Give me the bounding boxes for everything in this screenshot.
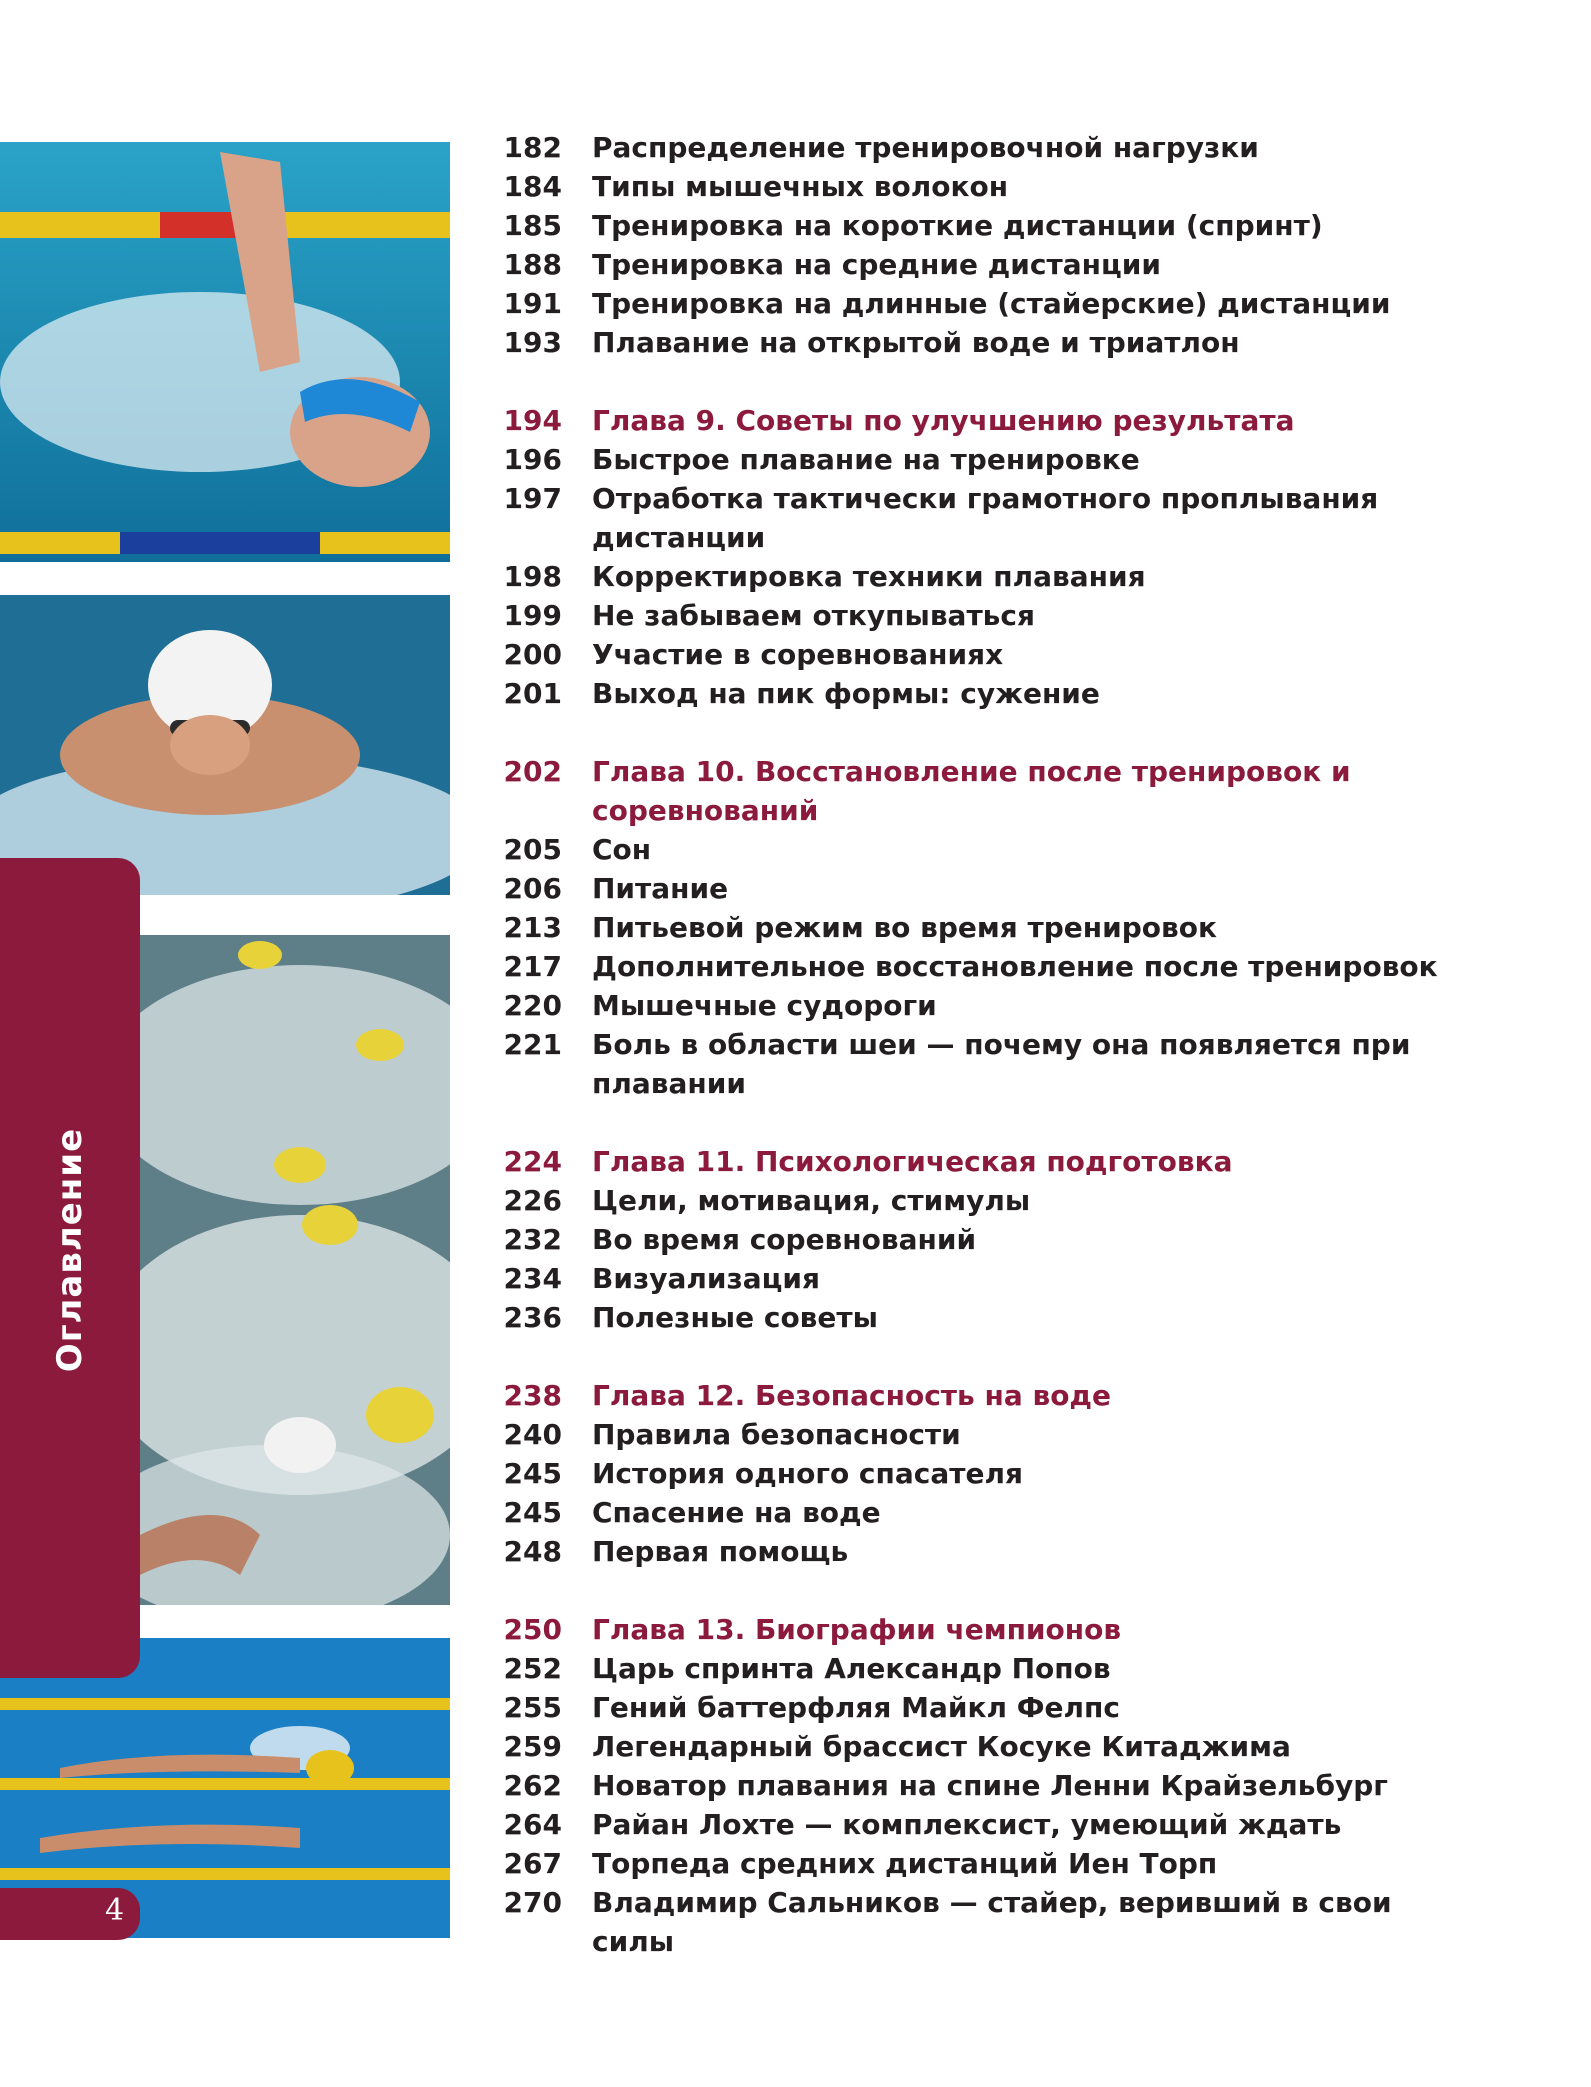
toc-group <box>470 128 1580 362</box>
entry-page-number: 234 <box>503 1262 562 1295</box>
entry-page-number: 259 <box>503 1730 562 1763</box>
toc-entry <box>470 557 1580 596</box>
toc-entry <box>470 1649 1580 1688</box>
chapter-heading <box>470 1142 1580 1181</box>
entry-page-number: 245 <box>503 1496 562 1529</box>
entry-title: Гений баттерфляя Майкл Фелпс <box>592 1691 1120 1724</box>
entry-title: Питание <box>592 872 729 905</box>
entry-title: Полезные советы <box>592 1301 878 1334</box>
toc-entry <box>470 1259 1580 1298</box>
chapter-page-number: 202 <box>503 755 562 788</box>
entry-title: Сон <box>592 833 652 866</box>
toc-entry <box>470 1493 1580 1532</box>
page-number: 4 <box>105 1893 125 1928</box>
entry-page-number: 220 <box>503 989 562 1022</box>
entry-title: Не забываем откупываться <box>592 599 1035 632</box>
toc-entry <box>470 1454 1580 1493</box>
entry-page-number: 200 <box>503 638 562 671</box>
entry-page-number: 201 <box>503 677 562 710</box>
entry-page-number: 184 <box>503 170 562 203</box>
entry-title: Во время соревнований <box>592 1223 977 1256</box>
entry-page-number: 191 <box>503 287 562 320</box>
entry-title: Цели, мотивация, стимулы <box>592 1184 1031 1217</box>
toc-entry <box>470 1415 1580 1454</box>
toc-group <box>470 1376 1580 1571</box>
entry-title: Торпеда средних дистанций Иен Торп <box>592 1847 1218 1880</box>
chapter-heading <box>470 1376 1580 1415</box>
chapter-page-number: 250 <box>503 1613 562 1646</box>
swimmer-butterfly-photo <box>0 595 450 895</box>
entry-page-number: 270 <box>503 1886 562 1919</box>
entry-page-number: 205 <box>503 833 562 866</box>
entry-title: Новатор плавания на спине Ленни Крайзельбург <box>592 1769 1388 1802</box>
chapter-page-number: 194 <box>503 404 562 437</box>
entry-title: Мышечные судороги <box>592 989 937 1022</box>
entry-title: Распределение тренировочной нагрузки <box>592 131 1259 164</box>
entry-page-number: 240 <box>503 1418 562 1451</box>
toc-group <box>470 401 1580 713</box>
entry-page-number: 198 <box>503 560 562 593</box>
entry-page-number: 232 <box>503 1223 562 1256</box>
toc-entry <box>470 830 1580 869</box>
entry-page-number: 262 <box>503 1769 562 1802</box>
entry-page-number: 267 <box>503 1847 562 1880</box>
toc-entry <box>470 1688 1580 1727</box>
chapter-heading <box>470 401 1580 440</box>
toc-entry <box>470 1025 1580 1103</box>
toc-entry <box>470 1844 1580 1883</box>
entry-title: Спасение на воде <box>592 1496 881 1529</box>
open-water-swimmers-photo <box>140 935 450 1605</box>
toc-entry <box>470 869 1580 908</box>
entry-title: Боль в области шеи — почему она появляется при плавании <box>592 1028 1411 1100</box>
toc-entry <box>470 635 1580 674</box>
table-of-contents <box>470 128 1580 2000</box>
entry-page-number: 199 <box>503 599 562 632</box>
entry-title: Питьевой режим во время тренировок <box>592 911 1217 944</box>
toc-entry <box>470 986 1580 1025</box>
entry-title: Тренировка на короткие дистанции (спринт) <box>592 209 1323 242</box>
toc-entry <box>470 1220 1580 1259</box>
entry-title: Владимир Сальников — стайер, веривший в свои силы <box>592 1886 1392 1958</box>
toc-entry <box>470 284 1580 323</box>
toc-group <box>470 752 1580 1103</box>
toc-entry <box>470 167 1580 206</box>
toc-entry <box>470 674 1580 713</box>
entry-page-number: 221 <box>503 1028 562 1061</box>
toc-group <box>470 1142 1580 1337</box>
entry-title: Отработка тактически грамотного проплывания дистанции <box>592 482 1379 554</box>
entry-page-number: 197 <box>503 482 562 515</box>
entry-title: Типы мышечных волокон <box>592 170 1009 203</box>
entry-page-number: 217 <box>503 950 562 983</box>
toc-entry <box>470 1532 1580 1571</box>
entry-title: Царь спринта Александр Попов <box>592 1652 1111 1685</box>
section-tab-label: Оглавление <box>50 1127 90 1373</box>
toc-entry <box>470 908 1580 947</box>
chapter-title: Глава 13. Биографии чемпионов <box>592 1613 1122 1646</box>
toc-entry <box>470 1805 1580 1844</box>
entry-page-number: 185 <box>503 209 562 242</box>
toc-entry <box>470 245 1580 284</box>
entry-title: Первая помощь <box>592 1535 849 1568</box>
entry-title: Корректировка техники плавания <box>592 560 1146 593</box>
toc-entry <box>470 1883 1580 1961</box>
entry-page-number: 248 <box>503 1535 562 1568</box>
entry-title: Тренировка на длинные (стайерские) дистанции <box>592 287 1391 320</box>
entry-page-number: 188 <box>503 248 562 281</box>
toc-entry <box>470 206 1580 245</box>
entry-page-number: 206 <box>503 872 562 905</box>
chapter-title: Глава 9. Советы по улучшению результата <box>592 404 1295 437</box>
entry-title: Визуализация <box>592 1262 821 1295</box>
entry-page-number: 264 <box>503 1808 562 1841</box>
entry-title: Тренировка на средние дистанции <box>592 248 1161 281</box>
toc-entry <box>470 596 1580 635</box>
toc-entry <box>470 128 1580 167</box>
entry-title: Быстрое плавание на тренировке <box>592 443 1140 476</box>
entry-title: Легендарный брассист Косуке Китаджима <box>592 1730 1291 1763</box>
entry-page-number: 196 <box>503 443 562 476</box>
entry-page-number: 236 <box>503 1301 562 1334</box>
chapter-title: Глава 11. Психологическая подготовка <box>592 1145 1233 1178</box>
toc-entry <box>470 323 1580 362</box>
toc-entry <box>470 947 1580 986</box>
entry-page-number: 245 <box>503 1457 562 1490</box>
chapter-heading <box>470 752 1580 830</box>
toc-entry <box>470 479 1580 557</box>
entry-page-number: 226 <box>503 1184 562 1217</box>
toc-entry <box>470 1766 1580 1805</box>
entry-title: Правила безопасности <box>592 1418 961 1451</box>
toc-group <box>470 1610 1580 1961</box>
entry-page-number: 213 <box>503 911 562 944</box>
swimmer-freestyle-photo <box>0 142 450 562</box>
chapter-page-number: 238 <box>503 1379 562 1412</box>
entry-title: Участие в соревнованиях <box>592 638 1004 671</box>
chapter-heading <box>470 1610 1580 1649</box>
chapter-page-number: 224 <box>503 1145 562 1178</box>
chapter-title: Глава 10. Восстановление после тренировок и соревнований <box>592 755 1351 827</box>
toc-entry <box>470 1181 1580 1220</box>
entry-title: Дополнительное восстановление после тренировок <box>592 950 1438 983</box>
toc-entry <box>470 1298 1580 1337</box>
toc-entry <box>470 1727 1580 1766</box>
chapter-title: Глава 12. Безопасность на воде <box>592 1379 1112 1412</box>
entry-page-number: 193 <box>503 326 562 359</box>
entry-title: Плавание на открытой воде и триатлон <box>592 326 1240 359</box>
entry-title: История одного спасателя <box>592 1457 1023 1490</box>
toc-entry <box>470 440 1580 479</box>
entry-page-number: 255 <box>503 1691 562 1724</box>
entry-page-number: 182 <box>503 131 562 164</box>
entry-page-number: 252 <box>503 1652 562 1685</box>
entry-title: Райан Лохте — комплексист, умеющий ждать <box>592 1808 1342 1841</box>
entry-title: Выход на пик формы: сужение <box>592 677 1100 710</box>
